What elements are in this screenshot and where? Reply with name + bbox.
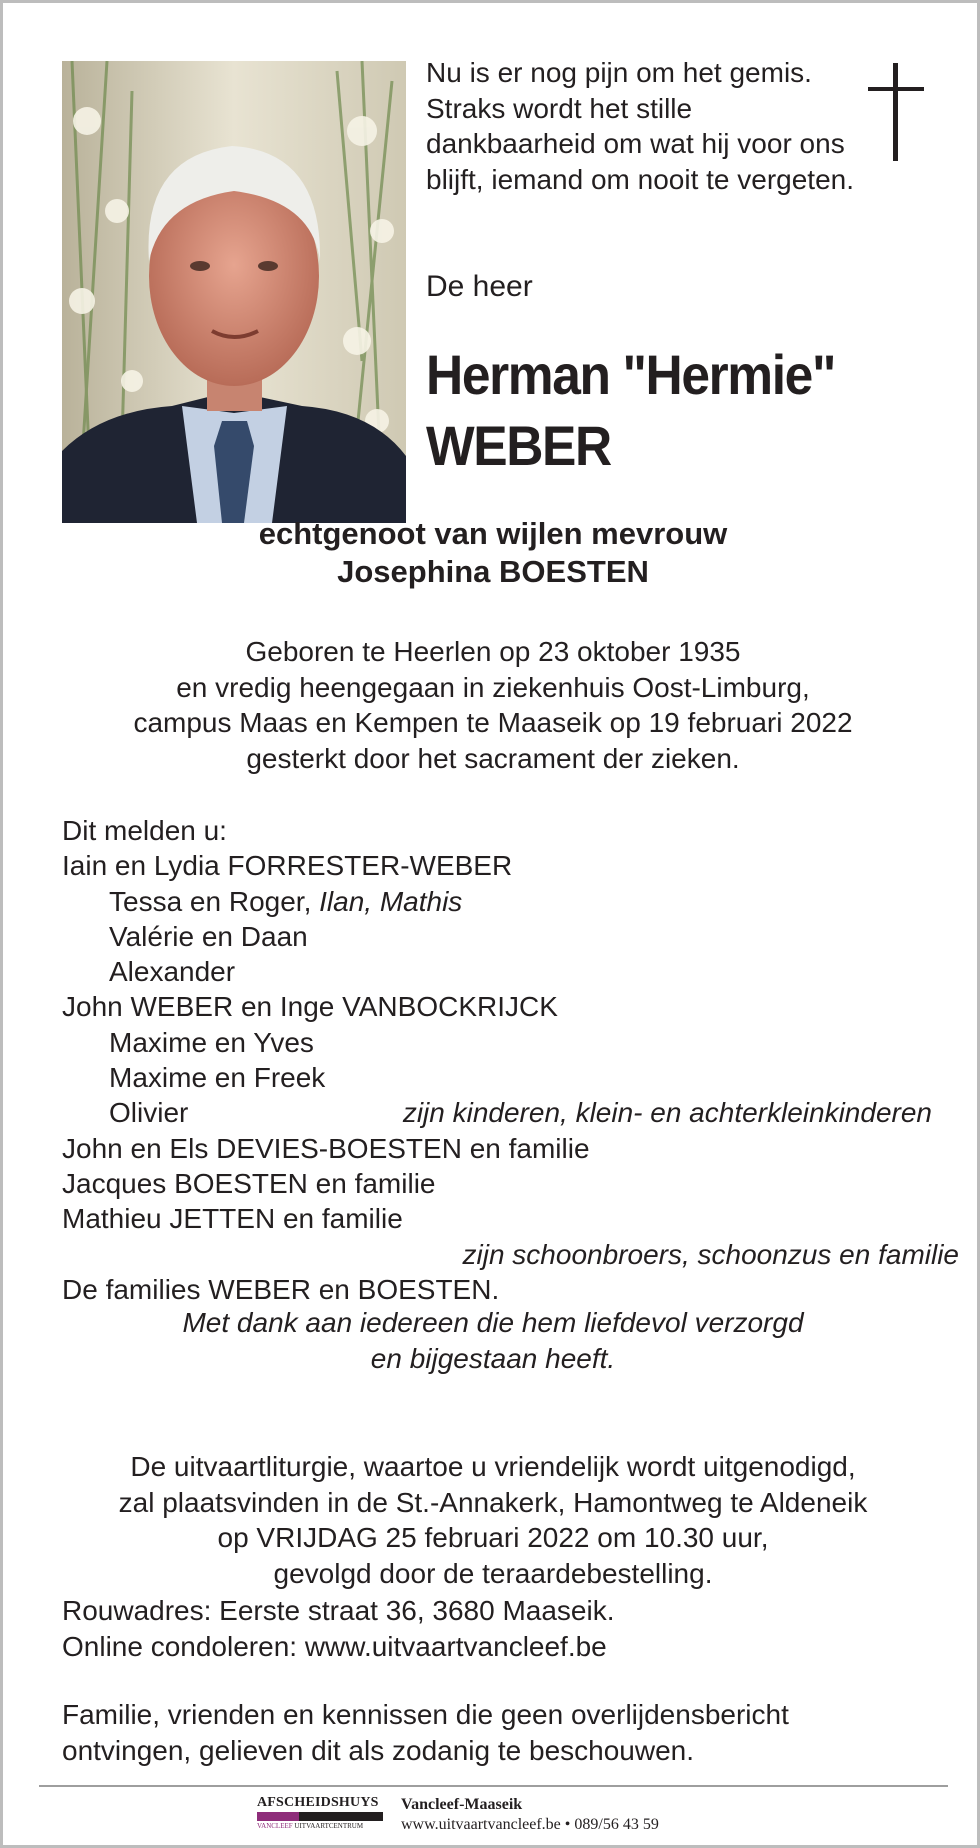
great-grandchildren-names: Ilan, Mathis <box>319 885 463 917</box>
logo-subtitle <box>257 1822 383 1831</box>
thanks-line: en bijgestaan heeft. <box>370 1342 616 1374</box>
notice-text <box>62 1697 942 1768</box>
notice-line: ontvingen, gelieven dit als zodanig te beschouwen. <box>62 1734 694 1766</box>
funeral-home-name: Vancleef-Maaseik <box>401 1796 523 1813</box>
mourner-row: Maxime en Freek <box>109 1062 326 1094</box>
footer-divider <box>39 1785 948 1787</box>
mourner-row: Alexander <box>109 956 236 988</box>
service-line: op VRIJDAG 25 februari 2022 om 10.30 uur, <box>217 1522 769 1553</box>
mourner-row: De families WEBER en BOESTEN. <box>62 1273 500 1305</box>
mourner-row <box>62 884 942 919</box>
spouse-line: echtgenoot van wijlen mevrouw <box>258 516 728 551</box>
name-first-line: Herman "Hermie" <box>426 343 835 406</box>
service-line: zal plaatsvinden in de St.-Annakerk, Hamontweg te Aldeneik <box>118 1486 868 1518</box>
mourner-row: Valérie en Daan <box>109 920 308 952</box>
logo-sub-rest: UITVAARTCENTRUM <box>294 1822 364 1830</box>
portrait-illustration <box>62 61 406 523</box>
salutation: De heer <box>426 270 533 303</box>
mourners-intro: Dit melden u: <box>62 815 227 846</box>
mourner-row <box>62 1237 959 1272</box>
mourning-address <box>62 1593 942 1664</box>
funeral-home-contact-line[interactable]: www.uitvaartvancleef.be • 089/56 43 59 <box>401 1816 659 1833</box>
birth-death-info <box>3 634 980 776</box>
born-line: en vredig heengegaan in ziekenhuis Oost-Limburg, <box>176 671 810 703</box>
born-line: campus Maas en Kempen te Maaseik op 19 februari 2022 <box>133 707 853 738</box>
mourner-row: Iain en Lydia FORRESTER-WEBER <box>62 850 513 882</box>
thanks-line: Met dank aan iedereen die hem liefdevol verzorgd <box>182 1307 804 1338</box>
funeral-service-info <box>3 1449 980 1591</box>
funeral-home-logo <box>257 1795 383 1833</box>
memorial-quote: Nu is er nog pijn om het gemis. Straks wordt het stille dankbaarheid om wat hij voor ons blijft, iemand om nooit te vergeten. <box>426 57 855 195</box>
mourners-list <box>62 813 959 1307</box>
mourner-names: Tessa en Roger, <box>109 885 320 917</box>
condolence-link[interactable]: Online condoleren: www.uitvaartvancleef.be <box>62 1630 607 1662</box>
funeral-home-contact <box>401 1795 659 1835</box>
mourner-row: Mathieu JETTEN en familie <box>62 1203 403 1235</box>
portrait-photo <box>62 61 406 523</box>
logo-wordmark: AFSCHEIDSHUYS <box>257 1795 379 1810</box>
logo-color-bar <box>257 1812 383 1821</box>
deceased-name <box>426 339 904 481</box>
service-line: gevolgd door de teraardebestelling. <box>273 1557 713 1589</box>
logo-sub-brand: VANCLEEF <box>257 1822 293 1830</box>
mourner-row <box>62 1095 942 1130</box>
spouse-info <box>3 515 980 591</box>
mourner-row: Maxime en Yves <box>109 1026 314 1058</box>
name-surname: WEBER <box>426 414 611 477</box>
address-line: Rouwadres: Eerste straat 36, 3680 Maaseik. <box>62 1595 615 1626</box>
service-line: De uitvaartliturgie, waartoe u vriendelijk wordt uitgenodigd, <box>130 1451 856 1482</box>
mourner-row: Jacques BOESTEN en familie <box>62 1167 436 1199</box>
relation-note: zijn kinderen, klein- en achterkleinkinderen <box>402 1097 932 1129</box>
relation-note: zijn schoonbroers, schoonzus en familie <box>462 1238 959 1270</box>
mourner-row: John en Els DEVIES-BOESTEN en familie <box>62 1132 590 1164</box>
mourner-row: John WEBER en Inge VANBOCKRIJCK <box>62 991 558 1023</box>
thanks-note <box>3 1305 980 1376</box>
born-line: gesterkt door het sacrament der zieken. <box>246 742 740 774</box>
spouse-name: Josephina BOESTEN <box>337 554 649 589</box>
mourner-names: Olivier <box>109 1097 189 1129</box>
born-line: Geboren te Heerlen op 23 oktober 1935 <box>245 636 741 667</box>
notice-line: Familie, vrienden en kennissen die geen overlijdensbericht <box>62 1699 789 1730</box>
cross-icon <box>868 63 924 163</box>
